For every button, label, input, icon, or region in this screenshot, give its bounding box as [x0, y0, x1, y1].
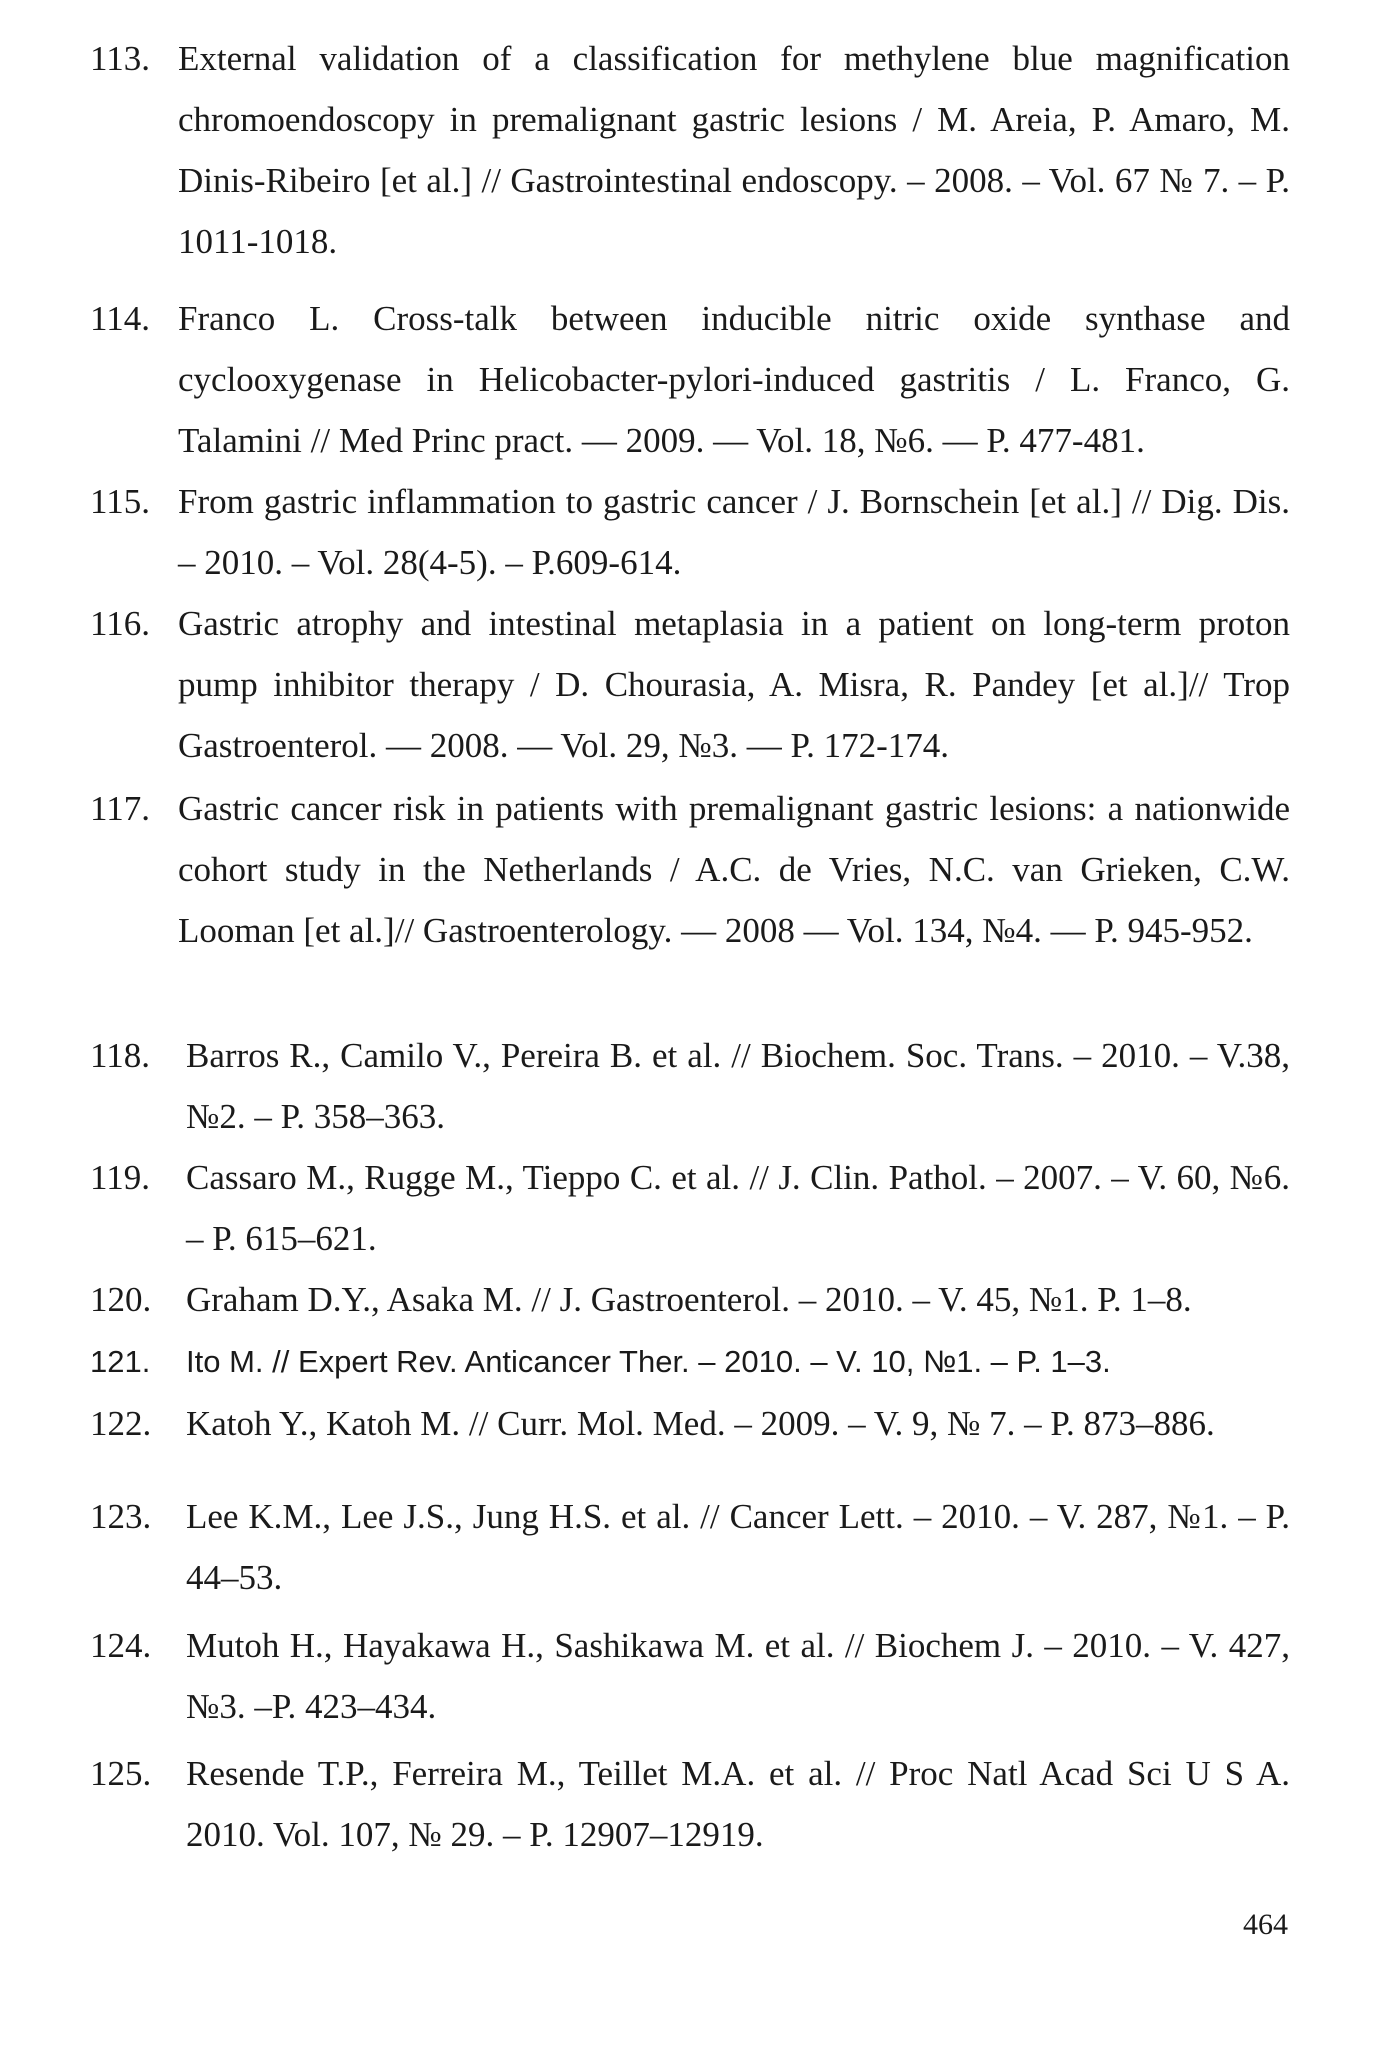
- reference-text: Mutoh H., Hayakawa H., Sashikawa M. et al. // Biochem J. – 2010. – V. 427, №3. –P. 423–434.: [186, 1626, 1290, 1726]
- reference-number: 125.: [90, 1754, 152, 1793]
- reference-124: [90, 1615, 1290, 1737]
- reference-number: 113.: [90, 39, 150, 78]
- reference-text: Resende T.P., Ferreira M., Teillet M.A. et al. // Proc Natl Acad Sci U S A. 2010. Vol. 107, № 29. – P. 12907–12919.: [186, 1754, 1290, 1854]
- reference-number: 117.: [90, 789, 150, 828]
- reference-125: [90, 1743, 1290, 1865]
- reference-123: [90, 1486, 1290, 1608]
- reference-text: Gastric cancer risk in patients with premalignant gastric lesions: a nationwide cohort study in the Netherlands / A.C. de Vries, N.C. van Grieken, C.W. Looman [et al.]// Gastroenterology. — 2008 — Vol. 134, №4. — P. 945-952.: [178, 789, 1290, 950]
- reference-number: 116.: [90, 604, 150, 643]
- reference-number: 122.: [90, 1404, 152, 1443]
- reference-number: 124.: [90, 1626, 152, 1665]
- reference-number: 121.: [90, 1344, 151, 1379]
- reference-116: [90, 593, 1290, 776]
- reference-122: [90, 1393, 1290, 1454]
- reference-text: Lee K.M., Lee J.S., Jung H.S. et al. // Cancer Lett. – 2010. – V. 287, №1. – P. 44–53.: [186, 1497, 1290, 1597]
- reference-text: Graham D.Y., Asaka M. // J. Gastroenterol. – 2010. – V. 45, №1. P. 1–8.: [186, 1280, 1192, 1319]
- reference-number: 123.: [90, 1497, 152, 1536]
- reference-number: 114.: [90, 299, 150, 338]
- reference-119: [90, 1147, 1290, 1269]
- reference-118: [90, 1025, 1290, 1147]
- reference-number: 115.: [90, 482, 150, 521]
- reference-120: [90, 1269, 1290, 1330]
- reference-number: 119.: [90, 1158, 150, 1197]
- reference-115: [90, 471, 1290, 593]
- reference-114: [90, 288, 1290, 471]
- reference-number: 120.: [90, 1280, 152, 1319]
- page-number: 464: [1243, 1908, 1288, 1941]
- reference-text: Gastric atrophy and intestinal metaplasia in a patient on long-term proton pump inhibitor therapy / D. Chourasia, A. Misra, R. Pandey [et al.]// Trop Gastroenterol. — 2008. — Vol. 29, №3. — P. 172-174.: [178, 604, 1290, 765]
- reference-113: [90, 28, 1290, 272]
- reference-text: External validation of a classification for methylene blue magnification chromoendoscopy in premalignant gastric lesions / M. Areia, P. Amaro, M. Dinis-Ribeiro [et al.] // Gastrointestinal endoscopy. – 2008. – Vol. 67 № 7. – P. 1011-1018.: [178, 39, 1290, 261]
- reference-text: Barros R., Camilo V., Pereira B. et al. // Biochem. Soc. Trans. – 2010. – V.38, №2. – P. 358–363.: [186, 1036, 1290, 1136]
- reference-number: 118.: [90, 1036, 150, 1075]
- reference-text: Ito M. // Expert Rev. Anticancer Ther. – 2010. – V. 10, №1. – P. 1–3.: [186, 1344, 1111, 1379]
- reference-text: Katoh Y., Katoh M. // Curr. Mol. Med. – 2009. – V. 9, № 7. – P. 873–886.: [186, 1404, 1215, 1443]
- reference-text: Cassaro M., Rugge M., Tieppo C. et al. // J. Clin. Pathol. – 2007. – V. 60, №6. – P. 615–621.: [186, 1158, 1290, 1258]
- reference-117: [90, 778, 1290, 961]
- reference-text: Franco L. Cross-talk between inducible nitric oxide synthase and cyclooxygenase in Helicobacter-pylori-induced gastritis / L. Franco, G. Talamini // Med Princ pract. — 2009. — Vol. 18, №6. — P. 477-481.: [178, 299, 1290, 460]
- reference-121: [90, 1331, 1290, 1392]
- reference-text: From gastric inflammation to gastric cancer / J. Bornschein [et al.] // Dig. Dis. – 2010. – Vol. 28(4-5). – P.609-614.: [178, 482, 1290, 582]
